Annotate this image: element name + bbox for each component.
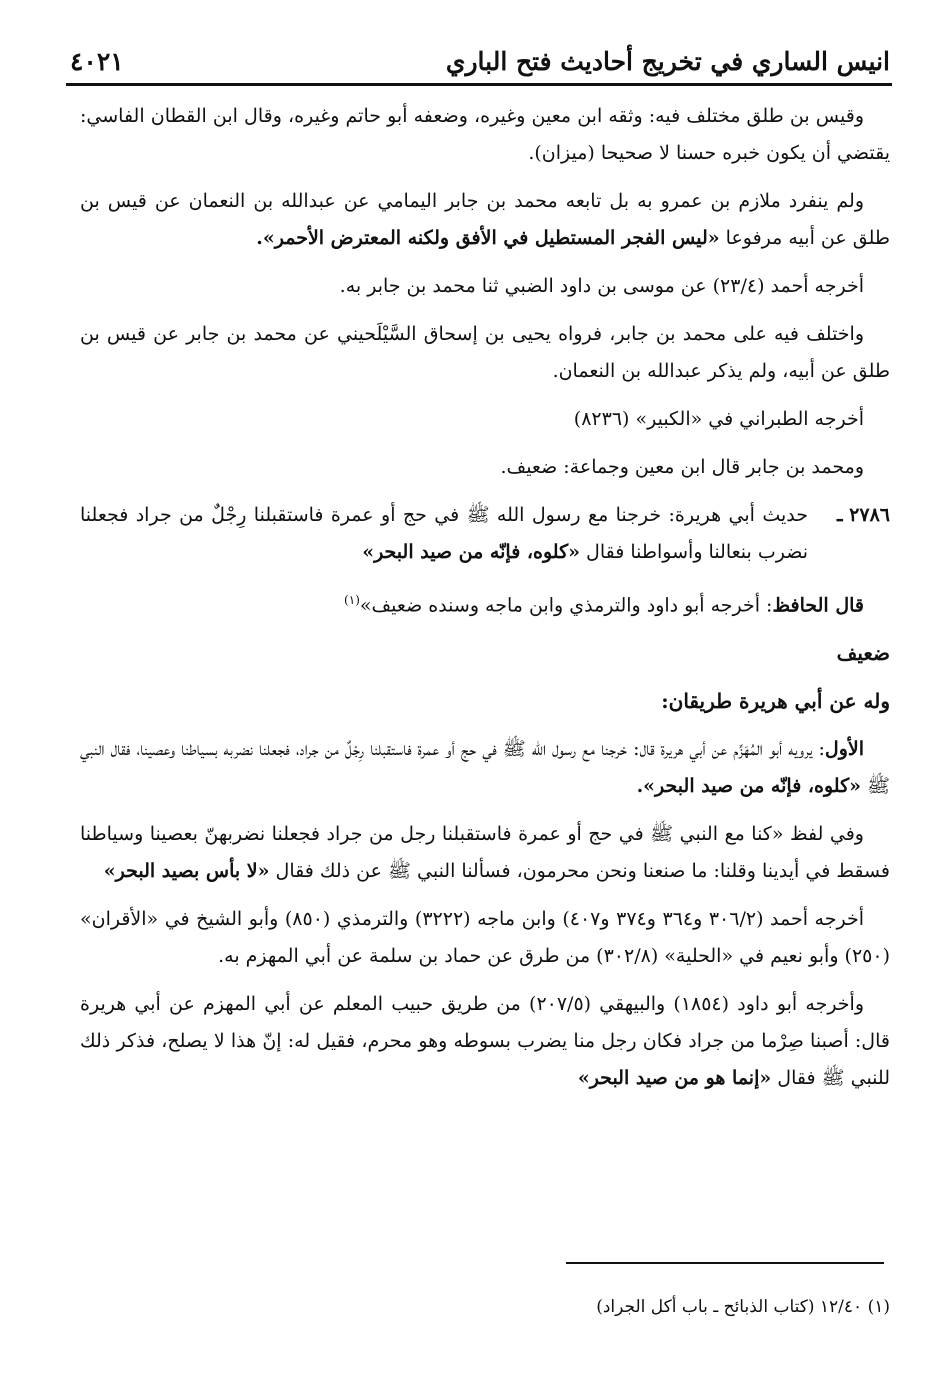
paragraph-mutaba xyxy=(80,183,890,257)
hadith-quote: «ليس الفجر المستطيل في الأفق ولكنه المعترض الأحمر». xyxy=(256,227,720,249)
main-text xyxy=(80,98,890,1108)
hafiz-statement xyxy=(80,582,890,624)
hadith-entry xyxy=(80,497,890,571)
paragraph-text: ومحمد بن جابر قال ابن معين وجماعة: ضعيف. xyxy=(500,456,864,478)
running-title: انيس الساري في تخريج أحاديث فتح الباري xyxy=(445,46,890,76)
page-header xyxy=(70,40,890,82)
hadith-quote: «كلوه، فإنّه من صيد البحر». xyxy=(636,775,861,798)
footnote-reference: (١) xyxy=(344,593,360,607)
hadith-quote: «إنما هو من صيد البحر» xyxy=(577,1067,772,1090)
paths-heading: وله عن أبي هريرة طريقان: xyxy=(661,689,890,714)
footnote-marker: (١) xyxy=(867,1297,890,1317)
footnote xyxy=(300,1294,890,1320)
paragraph-text: وفي لفظ «كنا مع النبي ﷺ في حج أو عمرة فاستقبلنا رجل من جراد فجعلنا نضربهنّ بعصينا وسياطنا فسقط في أيدينا وقلنا: ما صنعنا ونحن محرمون، فسألنا النبي ﷺ عن ذلك فقال xyxy=(80,823,890,883)
paragraph-text: أخرجه أحمد (٢٣/٤) عن موسى بن داود الضبي ثنا محمد بن جابر به. xyxy=(339,275,864,297)
grade-heading: ضعيف xyxy=(836,641,890,666)
hadith-number: ٢٧٨٦ ـ xyxy=(836,504,890,526)
paragraph-text: وقيس بن طلق مختلف فيه: وثقه ابن معين وغيره، وضعفه أبو حاتم وغيره، وقال ابن القطان الفاسي: يقتضي أن يكون خبره حسنا لا صحيحا (ميزان). xyxy=(80,105,890,164)
hadith-text: حديث أبي هريرة: خرجنا مع رسول الله ﷺ في حج أو عمرة فاستقبلنا رِجْلٌ من جراد فجعلنا نضرب بنعالنا وأسواطنا فقال xyxy=(80,504,808,563)
paragraph-jarh xyxy=(80,449,890,486)
paragraph-takhrij-ahmad-ibn-majah xyxy=(80,901,890,975)
paragraph-text: : يرويه أبو المُهَزِّم عن أبي هريرة قال: خرجنا مع رسول الله ﷺ في حج أو عمرة فاستقبلنا رِجْلٌ من جراد، فجعلنا نضربه بسياطنا وعصينا، فقال النبي ﷺ xyxy=(80,738,890,798)
hafiz-text: : أخرجه أبو داود والترمذي وابن ماجه وسنده ضعيف» xyxy=(359,594,773,617)
paragraph-text: أخرجه أحمد (٣٠٦/٢ و٣٦٤ و٣٧٤ و٤٠٧) وابن ماجه (٣٢٢٢) والترمذي (٨٥٠) وأبو الشيخ في «الأقران» (٢٥٠) وأبو نعيم في «الحلية» (٣٠٢/٨) من طرق عن حماد بن سلمة عن أبي المهزم به. xyxy=(80,908,890,968)
paragraph-takhrij-abu-dawud xyxy=(80,986,890,1097)
footnote-rule xyxy=(566,1262,884,1264)
paragraph-other-wording xyxy=(80,816,890,890)
paragraph-takhrij-tabarani xyxy=(80,401,890,438)
page-number: ٤٠٢١ xyxy=(70,46,124,76)
paragraph-qays-ibn-talq xyxy=(80,98,890,172)
paragraph-ikhtilaf xyxy=(80,316,890,390)
footnote-text: ١٢/٤٠ (كتاب الذبائح ـ باب أكل الجراد) xyxy=(596,1297,863,1317)
first-path-label: الأول xyxy=(824,738,864,761)
hafiz-label: قال الحافظ xyxy=(772,594,864,617)
hadith-quote: «كلوه، فإنّه من صيد البحر» xyxy=(362,541,581,563)
paragraph-takhrij-ahmad xyxy=(80,268,890,305)
first-path xyxy=(80,731,890,805)
hadith-quote: «لا بأس بصيد البحر» xyxy=(103,860,270,883)
paragraph-text: واختلف فيه على محمد بن جابر، فرواه يحيى بن إسحاق السَّيْلَحيني عن محمد بن جابر عن قيس بن طلق عن أبيه، ولم يذكر عبدالله بن النعمان. xyxy=(80,323,890,382)
paragraph-text: ولم ينفرد ملازم بن عمرو به بل تابعه محمد بن جابر اليمامي عن عبدالله بن النعمان عن قيس بن طلق عن أبيه مرفوعا xyxy=(80,190,890,249)
paragraph-text: وأخرجه أبو داود (١٨٥٤) والبيهقي (٢٠٧/٥) من طريق حبيب المعلم عن أبي المهزم عن أبي هريرة قال: أصبنا صِرْما من جراد فكان رجل منا يضرب بسوطه وهو محرم، فقيل له: إنّ هذا لا يصلح، فذكر ذلك للنبي ﷺ فقال xyxy=(80,993,890,1090)
paragraph-text: أخرجه الطبراني في «الكبير» (٨٢٣٦) xyxy=(573,408,864,430)
header-rule xyxy=(66,83,892,86)
